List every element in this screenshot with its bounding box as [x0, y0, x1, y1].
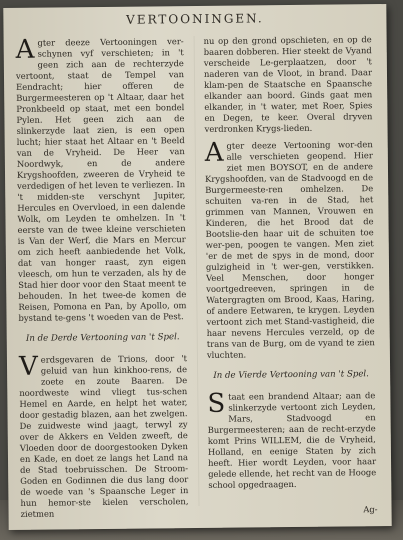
left-column [16, 36, 189, 526]
paragraph-text: gter deeze Vertooningen ver-schynen vyf verschieten; in 't geen zich aan de rechterzyde vertoont, staat de Tempel van Eendracht; hier offeren de Burgermeesteren op 't Altaar, daar het Pronkbeeld op staat, met een bondel Pylen. Het geen zich aan de slinkerzyde laat zien, is een open lucht; hier staat het Altaar en 't Beeld van de Vryheid. De Heer van Noordwyk, en de andere Krygshoofden, zweeren de Vryheid te verdedigen of het leven te verliezen. In 't midden-ste verschynt Jupiter, Hercules en Overvloed, in een dalende Wolk, om Leyden te omhelzen. In 't eerste van de twee kleine verschieten is Van der Werf, die Mars en Mercur om zich heeft aanbiedende het Volk, dat van honger raast, zyn eigen vleesch, om hun te verzaden, als hy de Stad hier door voor den Staat meent te behouden. In het twee-de komen de Reisen, Pomona en Pan, by Apollo, om bystand te-gens 't woeden van de Pest. [15, 36, 187, 323]
column-gutter [194, 36, 200, 506]
paragraph-text: gter deeze Vertooning wor-den alle verschieten geopend. Hier ziet men BOYSOT, en de andere Krygshoofden, van de Stadvoogd en de Burgermeeste-ren omhelzen. De schuiten va-ren in de Stad, het grimmen van Mannen, Vrouwen en Kinderen, die het Brood dat de Bootslie-den haar uit de schuiten toe wer-pen, poogen te vangen. Men ziet 'er de met de spys in de mond, door gulzigheid in 't wer-gen, verstikken. Veel Menschen, door honger voortgedreeven, springen in de Watergragten om Brood, Kaas, Haring, of andere Eetwaren, te krygen. Leyden vertoont zich met Stand-vastigheid, die haar nevens Hercules verzeld, op de trans van de Burg, om de vyand te zien vluchten. [205, 139, 375, 360]
paragraph-text: nu op den grond opschieten, en op de baaren dobberen. Hier steekt de Vyand verscheide Le-gerplaatzen, door 't naderen van de Vloot, in brand. Daar klam-pen de Staatsche en Spaansche elkander aan boord. Ginds gaat men elkander, in 't water, met Roer, Spies en Degen, te keer. Overal dryven verdronken Krygs-lieden. [203, 34, 373, 134]
book-page [3, 4, 391, 530]
drop-cap: A [204, 137, 224, 168]
catchword: Ag- [363, 504, 378, 515]
paragraph-text: taat een brandend Altaar; aan de slinkerzyde vertoont zich Leyden, Mars, Stadvoogd en Burgermeesteren; aan de recht-erzyde komt Prins WILLEM, die de Vryheid, Holland, en eenige Staten by zich heeft. Hier wordt Leyden, voor haar gelede ellende, het recht van de Hooge school opgedraagen. [207, 390, 377, 490]
page-title: VERTOONINGEN. [126, 11, 264, 27]
drop-cap: S [207, 388, 226, 419]
paragraph [16, 36, 187, 324]
drop-cap: A [15, 34, 35, 65]
section-heading: In de Vierde Vertooning van 't Spel. [213, 369, 369, 381]
paragraph [205, 139, 375, 361]
paragraph [207, 390, 376, 491]
paragraph [19, 353, 189, 520]
paragraph [204, 34, 373, 135]
paragraph-text: erdsgevaren de Trions, door 't geluid van hun kinkhoo-rens, de zoete en zoute Baaren. De noordweste wind vliegt tus-schen Hemel en Aarde, en helpt het water, door gestadig blazen, aan het zwelgen. De zuidweste wind jaagt, terwyl zy over de Akkers en Velden zweeft, de Vloeden door de doorgestooken Dyken en Kade, en doet ze langs het Land na de Stad toebruisschen. De Stroom-Goden en Godinnen die dus lang door de woede van 's Spaansche Leger in hun hemor-ste kielen verscholen, zietmen [19, 353, 189, 519]
drop-cap: V [18, 351, 38, 382]
right-column [204, 34, 377, 497]
section-heading: In de Derde Vertooning van 't Spel. [25, 332, 180, 344]
